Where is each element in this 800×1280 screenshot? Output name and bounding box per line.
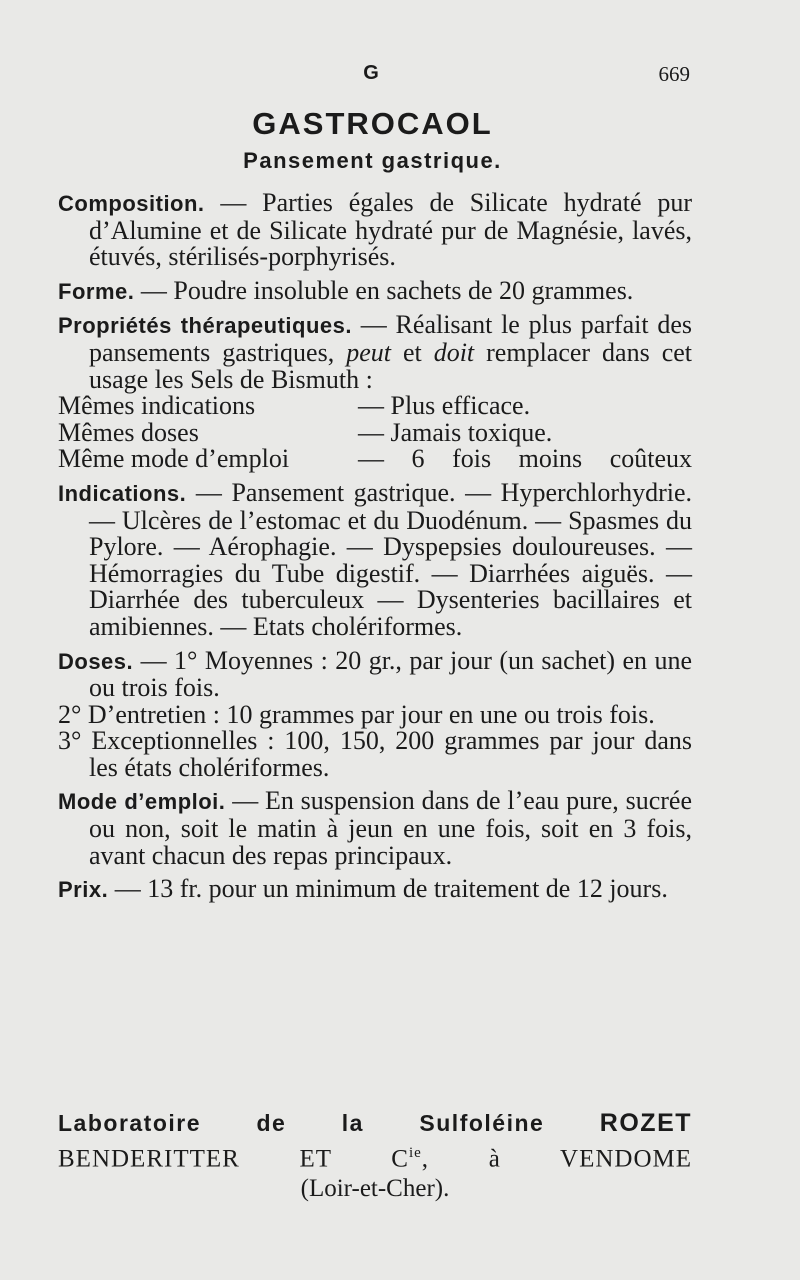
laboratory-name: ROZET bbox=[599, 1109, 693, 1137]
address-b: , à VENDOME bbox=[421, 1145, 692, 1173]
forme-paragraph bbox=[58, 275, 692, 306]
forme-text: — Poudre insoluble en sachets de 20 grammes. bbox=[134, 275, 634, 305]
section-letter: G bbox=[363, 62, 379, 84]
page-number: 669 bbox=[658, 62, 690, 86]
comparison-row bbox=[58, 446, 692, 473]
forme-label: Forme. bbox=[58, 278, 135, 304]
comparison-row bbox=[58, 393, 692, 420]
proprietes-text-a: — Réalisant le plus parfait des pansements gastriques, bbox=[89, 310, 692, 367]
publisher-footer bbox=[58, 1108, 692, 1204]
proprietes-paragraph bbox=[58, 312, 692, 393]
proprietes-et: et bbox=[390, 337, 434, 367]
laboratory-prefix: Laboratoire de la Sulfoléine bbox=[58, 1110, 545, 1136]
proprietes-peut: peut bbox=[346, 337, 391, 367]
composition-label: Composition. bbox=[58, 191, 205, 216]
mode-label: Mode d’emploi. bbox=[58, 789, 226, 815]
comparison-right: — Plus efficace. bbox=[358, 391, 531, 421]
proprietes-text-b: remplacer dans cet usage les Sels de Bismuth : bbox=[89, 337, 692, 394]
composition-paragraph bbox=[58, 190, 692, 271]
mode-text: — En suspension dans de l’eau pure, sucrée ou non, soit le matin à jeun en une fois, soit en 3 fois, avant chacun des repas principaux. bbox=[89, 786, 692, 870]
prix-text: — 13 fr. pour un minimum de traitement de 12 jours. bbox=[108, 874, 668, 904]
doses-label: Doses. bbox=[58, 648, 134, 674]
product-title: GASTROCAOL bbox=[252, 106, 493, 141]
comparison-left: Mêmes indications bbox=[58, 391, 256, 421]
address-line bbox=[58, 1138, 692, 1174]
indications-label: Indications. bbox=[58, 480, 187, 506]
mode-paragraph bbox=[58, 788, 692, 869]
prix-paragraph bbox=[58, 876, 692, 904]
comparison-right: — 6 fois moins coûteux bbox=[358, 444, 692, 474]
comparison-right: — Jamais toxique. bbox=[358, 417, 553, 447]
product-subtitle: Pansement gastrique. bbox=[243, 148, 502, 173]
proprietes-doit: doit bbox=[433, 337, 475, 367]
doses-line-3: 3° Exceptionnelles : 100, 150, 200 grammes par jour dans les états cholériformes. bbox=[58, 726, 692, 782]
address-sup: ie bbox=[408, 1145, 422, 1161]
composition-text: — Parties égales de Silicate hydraté pur d’Alumine et de Silicate hydraté pur de Magnésie, lavés, étuvés, stérilisés-porphyrisés. bbox=[89, 188, 692, 272]
indications-paragraph bbox=[58, 477, 692, 641]
doses-line-1: — 1° Moyennes : 20 gr., par jour (un sachet) en une ou trois fois. bbox=[89, 645, 692, 703]
monograph-body bbox=[58, 190, 692, 904]
proprietes-label: Propriétés thérapeutiques. bbox=[58, 313, 353, 339]
laboratory-line bbox=[58, 1108, 692, 1138]
comparison-left: Même mode d’emploi bbox=[58, 444, 290, 474]
comparison-row bbox=[58, 417, 692, 447]
prix-label: Prix. bbox=[58, 877, 109, 903]
comparison-left: Mêmes doses bbox=[58, 417, 199, 447]
address-a: BENDERITTER ET C bbox=[58, 1145, 409, 1173]
city-line: (Loir-et-Cher). bbox=[300, 1175, 450, 1203]
doses-paragraph bbox=[58, 645, 692, 703]
indications-text: — Pansement gastrique. — Hyperchlorhydrie. — Ulcères de l’estomac et du Duodénum. — Spasmes du Pylore. — Aérophagie. — Dyspepsies douloureuses. — Hémorragies du Tube digestif. — Diarrhées aiguës. — Diarrhée des tuberculeux — Dysenteries bacillaires et amibiennes. — Etats cholériformes. bbox=[89, 477, 692, 641]
doses-line-2: 2° D’entretien : 10 grammes par jour en une ou trois fois. bbox=[58, 699, 655, 729]
